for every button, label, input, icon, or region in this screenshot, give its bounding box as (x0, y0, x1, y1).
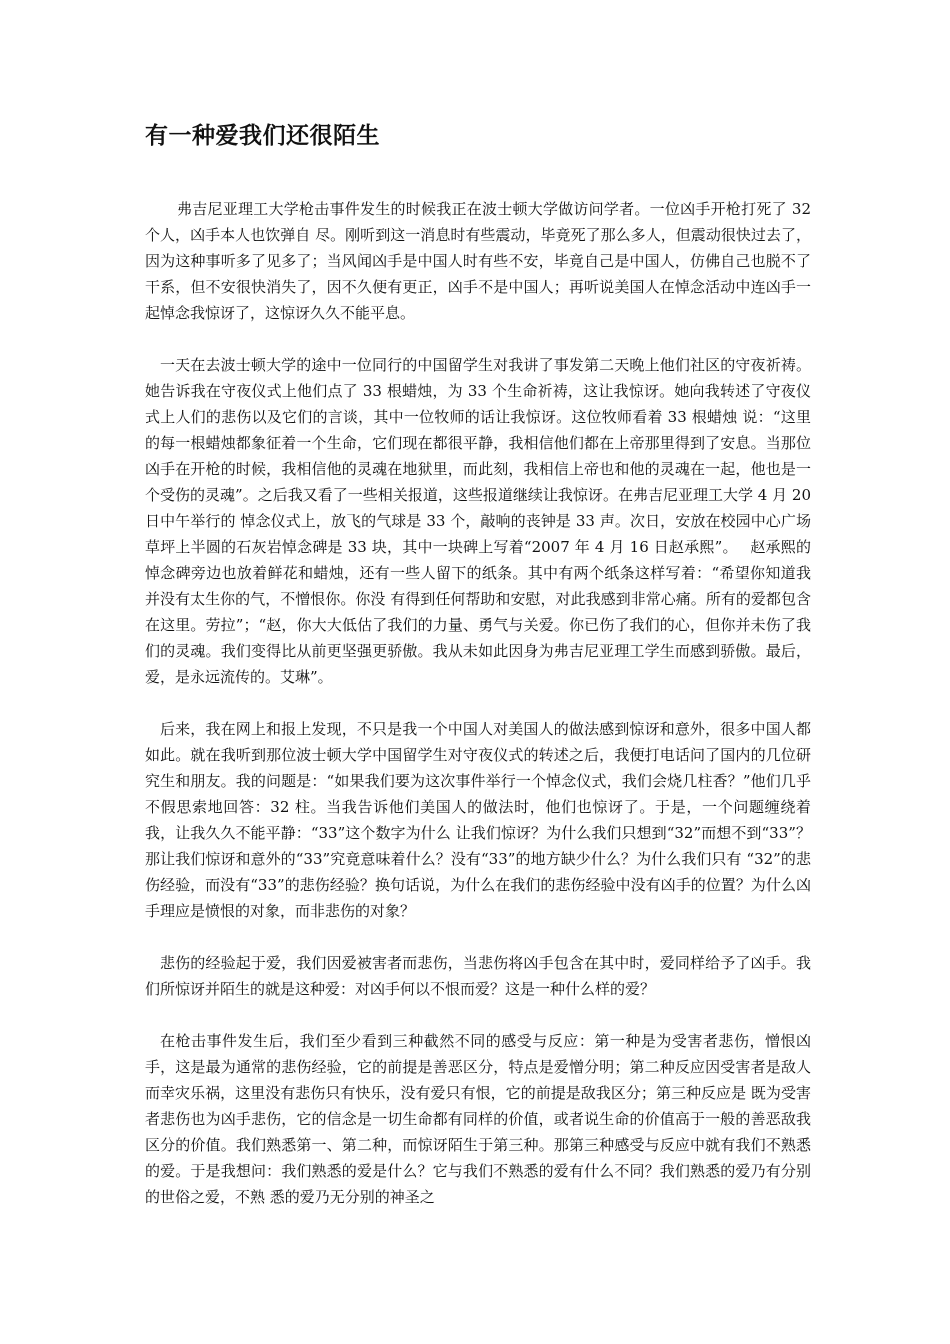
paragraph-1: 弗吉尼亚理工大学枪击事件发生的时候我正在波士顿大学做访问学者。一位凶手开枪打死了 32 个人，凶手本人也饮弹自 尽。刚听到这一消息时有些震动，毕竟死了那么多人，但震动很快过去了，因为这种事听多了见多了；当风闻凶手是中国人时有些不安，毕竟自己是中国人，仿佛自己也脱不了干系，但不安很快消失了，因不久便有更正，凶手不是中国人；再听说美国人在悼念活动中连凶手一起悼念我惊讶了，这惊讶久久不能平息。 (145, 200, 811, 322)
document-body (145, 196, 811, 1236)
paragraph-3: 后来，我在网上和报上发现，不只是我一个中国人对美国人的做法感到惊讶和意外，很多中国人都如此。就在我听到那位波士顿大学中国留学生对守夜仪式的转述之后，我便打电话问了国内的几位研究生和朋友。我的问题是：“如果我们要为这次事件举行一个悼念仪式，我们会烧几柱香？”他们几乎不假思索地回答：32 柱。当我告诉他们美国人的做法时，他们也惊讶了。于是，一个问题缠绕着我，让我久久不能平静：“33”这个数字为什么 让我们惊讶？为什么我们只想到“32”而想不到“33”？那让我们惊讶和意外的“33”究竟意味着什么？没有“33”的地方缺少什么？为什么我们只有 “32”的悲伤经验，而没有“33”的悲伤经验？换句话说，为什么在我们的悲伤经验中没有凶手的位置？为什么凶手理应是愤恨的对象，而非悲伤的对象？ (145, 720, 811, 920)
paragraph-2: 一天在去波士顿大学的途中一位同行的中国留学生对我讲了事发第二天晚上他们社区的守夜祈祷。她告诉我在守夜仪式上他们点了 33 根蜡烛，为 33 个生命祈祷，这让我惊讶。她向我转述了守夜仪式上人们的悲伤以及它们的言谈，其中一位牧师的话让我惊讶。这位牧师看着 33 根蜡烛 说：“这里的每一根蜡烛都象征着一个生命，它们现在都很平静，我相信他们都在上帝那里得到了安息。当那位凶手在开枪的时候，我相信他的灵魂在地狱里，而此刻，我相信上帝也和他的灵魂在一起，他也是一个受伤的灵魂”。之后我又看了一些相关报道，这些报道继续让我惊讶。在弗吉尼亚理工大学 4 月 20 日中午举行的 悼念仪式上，放飞的气球是 33 个，敲响的丧钟是 33 声。次日，安放在校园中心广场草坪上半圆的石灰岩悼念碑是 33 块，其中一块碑上写着“2007 年 4 月 16 日赵承熙”。 赵承熙的悼念碑旁边也放着鲜花和蜡烛，还有一些人留下的纸条。其中有两个纸条这样写着：“希望你知道我并没有太生你的气，不憎恨你。你没 有得到任何帮助和安慰，对此我感到非常心痛。所有的爱都包含在这里。劳拉”；“赵，你大大低估了我们的力量、勇气与关爱。你已伤了我们的心，但你并未伤了我们的灵魂。我们变得比从前更坚强更骄傲。我从未如此因身为弗吉尼亚理工学生而感到骄傲。最后，爱，是永远流传的。艾琳”。 (145, 356, 811, 686)
paragraph-4: 悲伤的经验起于爱，我们因爱被害者而悲伤，当悲伤将凶手包含在其中时，爱同样给予了凶手。我们所惊讶并陌生的就是这种爱：对凶手何以不恨而爱？这是一种什么样的爱？ (145, 954, 811, 998)
paragraph-5: 在枪击事件发生后，我们至少看到三种截然不同的感受与反应：第一种是为受害者悲伤，憎恨凶手，这是最为通常的悲伤经验，它的前提是善恶区分，特点是爱憎分明；第二种反应因受害者是敌人而幸灾乐祸，这里没有悲伤只有快乐，没有爱只有恨，它的前提是敌我区分；第三种反应是 既为受害者悲伤也为凶手悲伤，它的信念是一切生命都有同样的价值，或者说生命的价值高于一般的善恶敌我区分的价值。我们熟悉第一、第二种，而惊讶陌生于第三种。那第三种感受与反应中就有我们不熟悉的爱。于是我想问：我们熟悉的爱是什么？它与我们不熟悉的爱有什么不同？我们熟悉的爱乃有分别的世俗之爱，不熟 悉的爱乃无分别的神圣之 (145, 1032, 811, 1206)
document-title: 有一种爱我们还很陌生 (145, 122, 380, 149)
